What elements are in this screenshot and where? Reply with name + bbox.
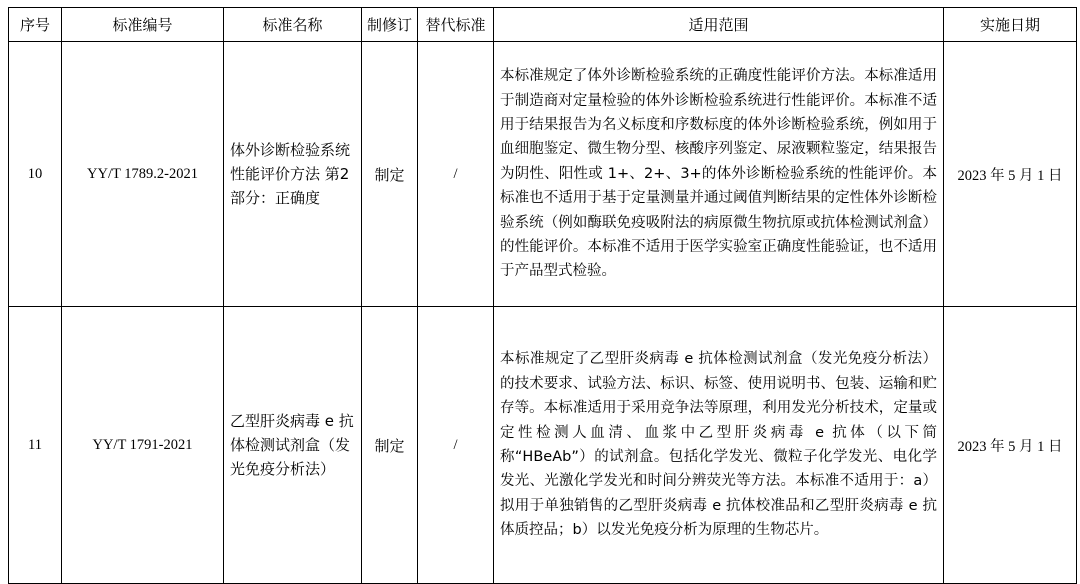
row-name: 体外诊断检验系统性能评价方法 第2部分：正确度 <box>224 42 362 307</box>
header-date: 实施日期 <box>944 8 1077 42</box>
row-name: 乙型肝炎病毒 e 抗体检测试剂盒（发光免疫分析法） <box>224 307 362 584</box>
table-row <box>9 307 1077 584</box>
header-seq: 序号 <box>9 8 62 42</box>
row-code: YY/T 1789.2-2021 <box>62 42 224 307</box>
row-revision: 制定 <box>362 42 418 307</box>
row-scope: 本标准规定了乙型肝炎病毒 e 抗体检测试剂盒（发光免疫分析法）的技术要求、试验方法、标识、标签、使用说明书、包装、运输和贮存等。本标准适用于采用竞争法等原理，利用发光分析技术，定量或定性检测人血清、血浆中乙型肝炎病毒 e 抗体（以下简称“HBeAb”）的试剂盒。包括化学发光、微粒子化学发光、电化学发光、光激化学发光和时间分辨荧光等方法。本标准不适用于：a）拟用于单独销售的乙型肝炎病毒 e 抗体校准品和乙型肝炎病毒 e 抗体质控品；b）以发光免疫分析为原理的生物芯片。 <box>494 307 944 584</box>
table-row <box>9 42 1077 307</box>
standards-table-container <box>8 7 1076 584</box>
row-code: YY/T 1791-2021 <box>62 307 224 584</box>
row-scope: 本标准规定了体外诊断检验系统的正确度性能评价方法。本标准适用于制造商对定量检验的体外诊断检验系统进行性能评价。本标准不适用于结果报告为名义标度和序数标度的体外诊断检验系统，例如用于血细胞鉴定、微生物分型、核酸序列鉴定、尿液颗粒鉴定，结果报告为阴性、阳性或 1+、2+、3+的体外诊断检验系统的性能评价。本标准也不适用于基于定量测量并通过阈值判断结果的定性体外诊断检验系统（例如酶联免疫吸附法的病原微生物抗原或抗体检测试剂盒）的性能评价。本标准不适用于医学实验室正确度性能验证，也不适用于产品型式检验。 <box>494 42 944 307</box>
header-name: 标准名称 <box>224 8 362 42</box>
standards-table <box>8 7 1077 584</box>
row-replace: / <box>418 42 494 307</box>
header-code: 标准编号 <box>62 8 224 42</box>
row-seq: 10 <box>9 42 62 307</box>
row-replace: / <box>418 307 494 584</box>
row-seq: 11 <box>9 307 62 584</box>
header-scope: 适用范围 <box>494 8 944 42</box>
table-header-row <box>9 8 1077 42</box>
row-date: 2023 年 5 月 1 日 <box>944 307 1077 584</box>
row-revision: 制定 <box>362 307 418 584</box>
row-date: 2023 年 5 月 1 日 <box>944 42 1077 307</box>
header-replace: 替代标准 <box>418 8 494 42</box>
header-revision: 制修订 <box>362 8 418 42</box>
